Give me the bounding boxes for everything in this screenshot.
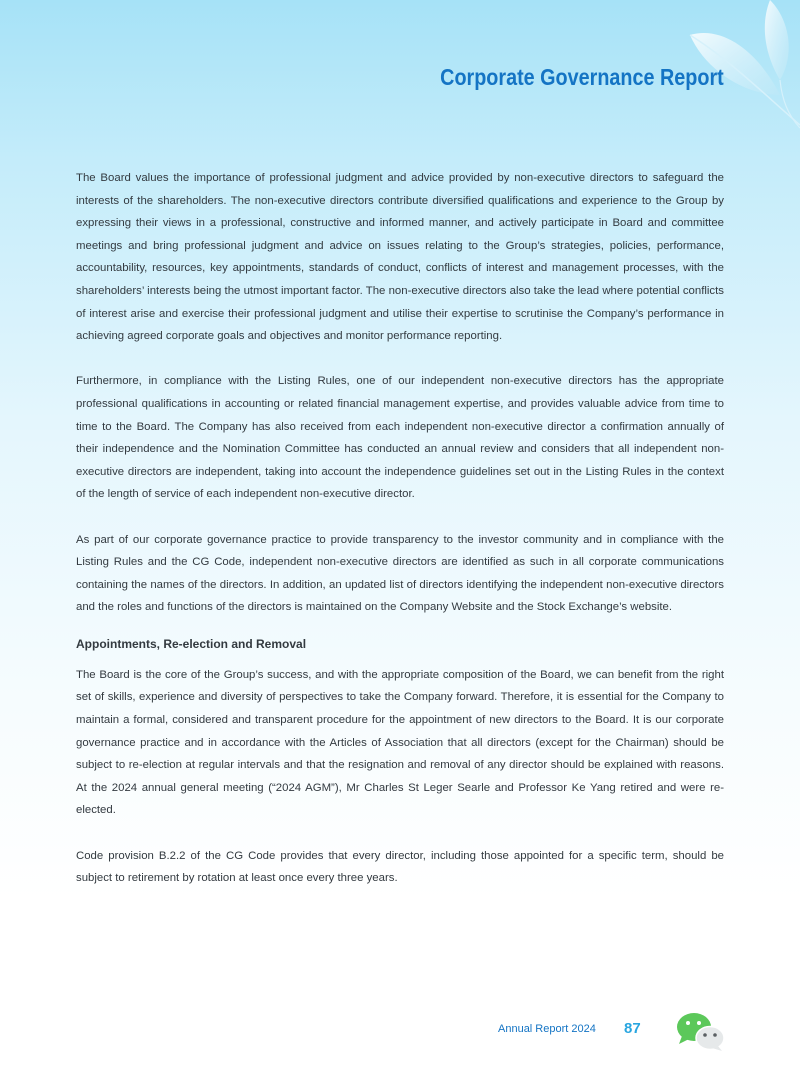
page-number: 87 bbox=[624, 1020, 641, 1037]
page-title: Corporate Governance Report bbox=[440, 64, 724, 90]
section-heading: Appointments, Re-election and Removal bbox=[76, 636, 307, 651]
footer-report-label: Annual Report 2024 bbox=[498, 1023, 596, 1035]
body-paragraph: As part of our corporate governance practice to provide transparency to the investor community and in compliance with the Listing Rules and the CG Code, independent non-executive directors are identified as such in all corporate communications containing the names of the directors. In addition, an updated list of directors identifying the independent non-executive directors and the roles and functions of the directors is maintained on the Company Website and the Stock Exchange’s website. bbox=[76, 533, 724, 614]
body-paragraph: The Board values the importance of professional judgment and advice provided by non-executive directors to safeguard the interests of the shareholders. The non-executive directors contribute diversified qualifications and experience to the Group by expressing their views in a professional, constructive and informed manner, and actively participate in Board and committee meetings and bring professional judgment and advice on issues relating to the Group’s strategies, policies, performance, accountability, resources, key appointments, standards of conduct, conflicts of interest and management processes, with the shareholders’ interests being the utmost important factor. The non-executive directors also take the lead where potential conflicts of interest arise and exercise their professional judgment and utilise their expertise to scrutinise the Company’s performance in achieving agreed corporate goals and objectives and monitor performance reporting. bbox=[76, 172, 724, 343]
body-paragraph: The Board is the core of the Group’s success, and with the appropriate composition of the Board, we can benefit from the right set of skills, experience and diversity of perspectives to take the Company forward. Therefore, it is essential for the Company to maintain a formal, considered and transparent procedure for the appointment of new directors to the Board. It is our corporate governance practice and in accordance with the Articles of Association that all directors (except for the Chairman) should be subject to re-election at regular intervals and that the resignation and removal of any director should be explained with reasons. At the 2024 annual general meeting (“2024 AGM”), Mr Charles St Leger Searle and Professor Ke Yang retired and were re-elected. bbox=[76, 668, 724, 817]
chat-bubbles-icon bbox=[674, 1010, 726, 1052]
body-paragraph: Furthermore, in compliance with the Listing Rules, one of our independent non-executive directors has the appropriate professional qualifications in accounting or related financial management expertise, and provides valuable advice from time to time to the Board. The Company has also received from each independent non-executive director a confirmation annually of their independence and the Nomination Committee has conducted an annual review and considers that all independent non-executive directors are independent, taking into account the independence guidelines set out in the Listing Rules in the context of the length of service of each independent non-executive director. bbox=[76, 375, 724, 501]
report-body bbox=[76, 167, 724, 912]
body-paragraph: Code provision B.2.2 of the CG Code provides that every director, including those appointed for a specific term, should be subject to retirement by rotation at least once every three years. bbox=[76, 849, 724, 885]
